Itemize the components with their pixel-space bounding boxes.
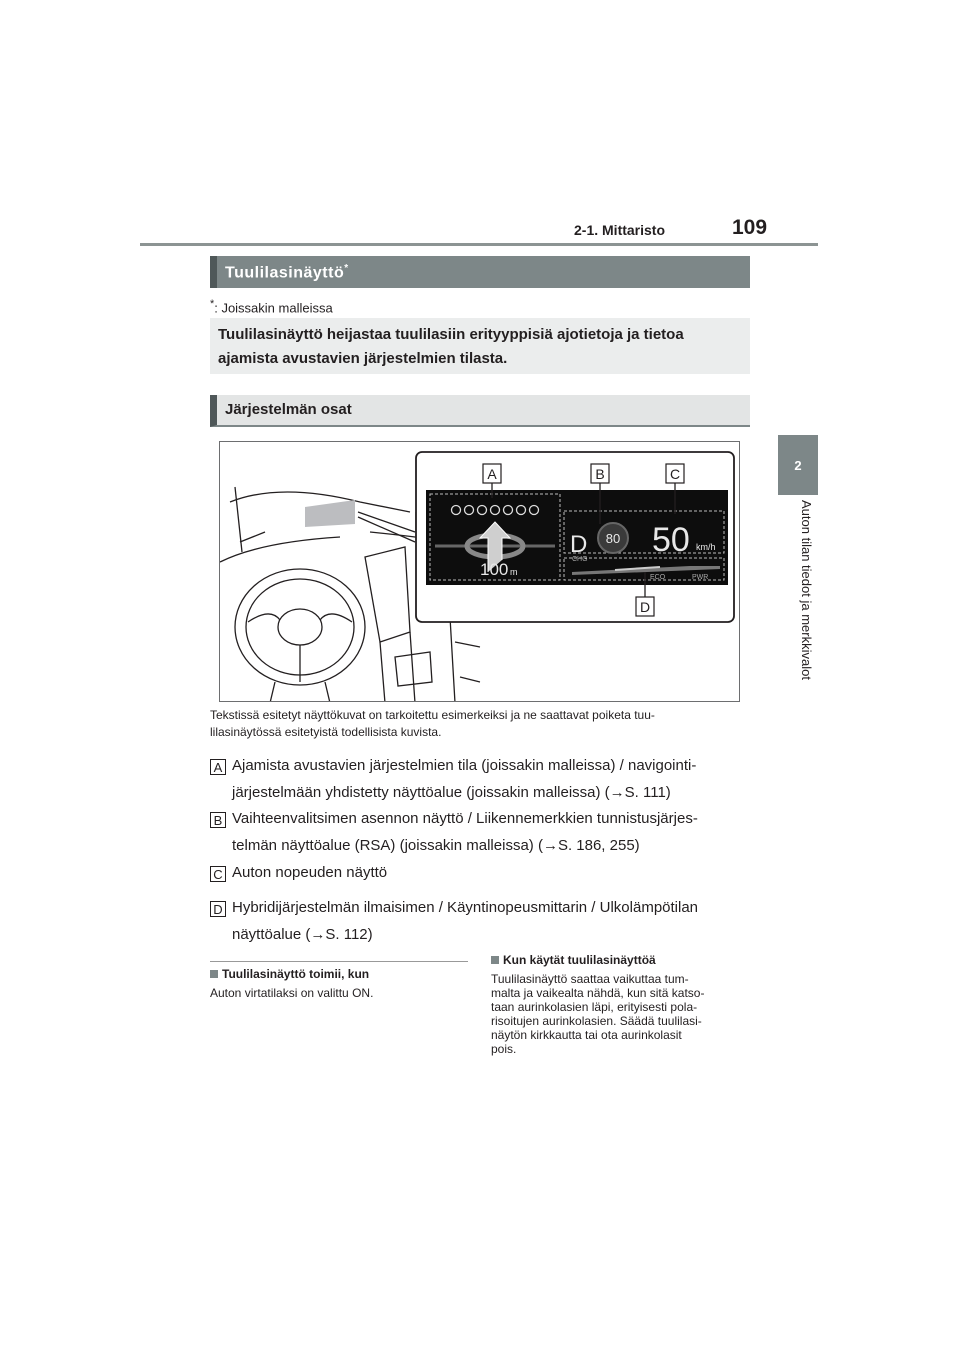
caption-line: lilasinäytössä esitetyistä todellisista kuvista. (210, 725, 442, 739)
chg-label: CHG (572, 556, 588, 563)
running-header-section: 2-1. Mittaristo (574, 222, 666, 238)
intro-line: ajamista avustavien järjestelmien tilasta. (218, 350, 508, 367)
caption-line: Tekstissä esitetyt näyttökuvat on tarkoitettu esimerkeiksi ja ne saattavat poiketa tuu- (210, 708, 655, 722)
speed-value: 50 (652, 521, 690, 559)
right-col-line: taan aurinkolasien läpi, erityisesti pola- (491, 1000, 698, 1014)
bullet-square (210, 970, 218, 978)
item-d-text (232, 894, 752, 948)
footnote-text: : Joissakin malleissa (214, 300, 333, 316)
header-rule (140, 243, 818, 246)
label-c: C (669, 466, 681, 482)
section-title-hud (210, 256, 750, 288)
dashboard-drawing (220, 442, 740, 702)
intro-line: Tuulilasinäyttö heijastaa tuulilasiin erityyppisiä ajotietoja ja tietoa (218, 326, 684, 343)
footnote (210, 298, 333, 315)
page-number: 109 (732, 216, 768, 239)
item-badge-a: A (210, 759, 226, 775)
pwr-label: PWR (692, 574, 709, 581)
right-col-line: risoitujen aurinkolasien. Säädä tuulilasi- (491, 1014, 702, 1028)
section-title-text: Tuulilasinäyttö (225, 264, 345, 282)
label-d: D (639, 599, 651, 615)
item-line: näyttöalue (→S. 112) (232, 926, 373, 943)
dashboard-illustration (219, 441, 740, 702)
gear-indicator: D (570, 531, 588, 558)
distance-unit: m (510, 567, 518, 577)
item-badge-d: D (210, 901, 226, 917)
right-col-line: Tuulilasinäyttö saattaa vaikuttaa tum- (491, 972, 689, 986)
section-title-components: Järjestelmän osat (210, 395, 750, 427)
illustration-caption (210, 707, 755, 741)
item-badge-c: C (210, 866, 226, 882)
left-col-body: Auton virtatilaksi on valittu ON. (210, 986, 374, 1000)
label-a: A (487, 466, 497, 482)
intro-box (210, 318, 750, 374)
item-line: Ajamista avustavien järjestelmien tila (joissakin malleissa) / navigointi- (232, 757, 697, 774)
item-b-text (232, 805, 752, 859)
distance-value: 100 (480, 560, 509, 579)
item-line: telmän näyttöalue (RSA) (joissakin malleissa) (→S. 186, 255) (232, 837, 640, 854)
item-line: Vaihteenvalitsimen asennon näyttö / Liikennemerkkien tunnistusjärjes- (232, 810, 698, 827)
asterisk: * (344, 263, 349, 274)
item-line: Auton nopeuden näyttö (232, 864, 388, 881)
speed-unit: km/h (696, 542, 716, 552)
label-b: B (595, 466, 605, 482)
item-a-text (232, 752, 752, 806)
chapter-tab: 2 (778, 435, 818, 495)
item-badge-b: B (210, 812, 226, 828)
bullet-square (491, 956, 499, 964)
item-c-text (232, 859, 752, 886)
right-col-heading (491, 953, 656, 967)
column-rule (210, 961, 468, 962)
right-col-line: näytön kirkkautta tai ota aurinkolasit (491, 1028, 682, 1042)
eco-label: ECO (650, 574, 666, 581)
item-line: Hybridijärjestelmän ilmaisimen / Käyntinopeusmittarin / Ulkolämpötilan (232, 899, 699, 916)
right-col-line: malta ja vaikealta nähdä, kun sitä katso- (491, 986, 705, 1000)
right-col-line: pois. (491, 1042, 517, 1056)
left-col-heading (210, 967, 369, 981)
chapter-title: Auton tilan tiedot ja merkkivalot (799, 500, 814, 680)
footnote-mark: * (210, 298, 215, 310)
left-col-heading-text: Tuulilasinäyttö toimii, kun (222, 967, 370, 981)
item-line: järjestelmään yhdistetty näyttöalue (joissakin malleissa) (→S. 111) (232, 784, 671, 801)
speed-limit-value: 80 (605, 531, 621, 546)
right-col-body (491, 972, 761, 1056)
right-col-heading-text: Kun käytät tuulilasinäyttöä (503, 953, 656, 967)
